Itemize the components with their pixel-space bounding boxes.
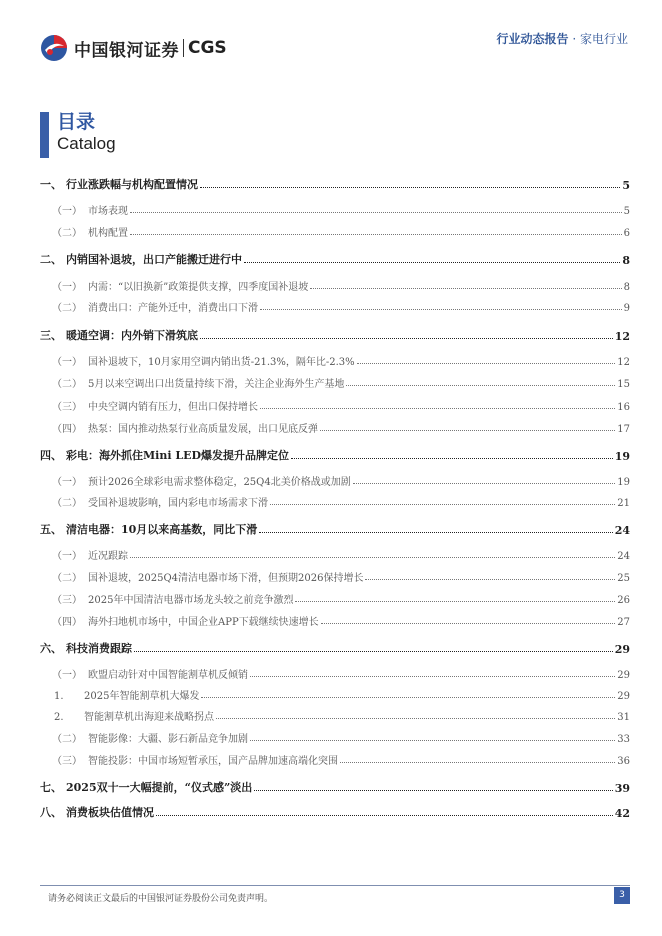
toc-entry-page: 25 — [617, 573, 630, 584]
toc-entry[interactable] — [40, 747, 630, 767]
toc-entry-title: 智能影像：大疆、影石新品竞争加剧 — [88, 734, 248, 745]
toc-entry-number: 1. — [54, 691, 64, 702]
toc-entry-page: 26 — [617, 595, 630, 606]
toc-entry-title: 2025年中国清洁电器市场龙头较之前竞争激烈 — [88, 595, 294, 606]
toc-entry[interactable] — [40, 608, 630, 628]
toc-entry-title: 市场表现 — [88, 206, 128, 217]
toc-entry-title: 欧盟启动针对中国智能割草机反倾销 — [88, 670, 248, 681]
page-header — [0, 0, 662, 75]
toc-entry-number: （一） — [52, 206, 82, 217]
toc-entry-number: （二） — [52, 573, 82, 584]
toc-leader-dots — [291, 457, 613, 459]
toc-entry-title: 2025双十一大幅提前，“仪式感”淡出 — [66, 781, 253, 794]
toc-entry-page: 31 — [617, 712, 630, 723]
toc-entry-page: 36 — [617, 756, 630, 767]
toc-entry-title: 受国补退坡影响，国内彩电市场需求下滑 — [88, 498, 268, 509]
toc-entry-number: 四、 — [40, 449, 62, 462]
toc-entry-page: 15 — [617, 379, 630, 390]
toc-entry-title: 清洁电器：10月以来高基数，同比下滑 — [66, 523, 258, 536]
toc-entry-title: 科技消费跟踪 — [66, 642, 132, 655]
company-logo — [40, 34, 227, 62]
toc-entry[interactable] — [40, 564, 630, 584]
toc-entry-number: （一） — [52, 282, 82, 293]
toc-entry-page: 8 — [622, 254, 630, 267]
catalog-accent-bar — [40, 112, 49, 158]
toc-entry[interactable] — [40, 370, 630, 390]
toc-leader-dots — [259, 531, 612, 533]
toc-leader-dots — [254, 789, 612, 791]
toc-leader-dots — [260, 407, 615, 409]
toc-entry[interactable] — [40, 725, 630, 745]
toc-entry-title: 预计2026全球彩电需求整体稳定，25Q4北美价格战或加剧 — [88, 477, 351, 488]
page-number: 3 — [614, 887, 630, 904]
cgs-logo-icon — [40, 34, 68, 62]
toc-entry-number: 三、 — [40, 329, 62, 342]
toc-entry[interactable] — [40, 468, 630, 488]
toc-entry-title: 彩电：海外抓住Mini LED爆发提升品牌定位 — [66, 449, 290, 462]
toc-leader-dots — [200, 186, 620, 188]
toc-entry-number: （二） — [52, 734, 82, 745]
footer-disclaimer: 请务必阅读正文最后的中国银河证券股份公司免责声明。 — [48, 894, 274, 904]
toc-entry-page: 21 — [617, 498, 630, 509]
toc-entry-number: （一） — [52, 670, 82, 681]
catalog-title-cn: 目录 — [57, 111, 96, 133]
toc-entry-title: 机构配置 — [88, 228, 128, 239]
toc-leader-dots — [340, 761, 615, 763]
toc-entry-page: 24 — [617, 551, 630, 562]
toc-leader-dots — [310, 287, 621, 289]
toc-entry[interactable] — [40, 636, 630, 656]
toc-leader-dots — [357, 362, 616, 364]
toc-leader-dots — [260, 308, 622, 310]
toc-entry-number: （一） — [52, 477, 82, 488]
toc-entry-title: 2025年智能割草机大爆发 — [84, 691, 200, 702]
toc-entry-page: 39 — [614, 782, 630, 795]
footer-divider — [40, 885, 630, 886]
toc-entry-page: 29 — [617, 691, 630, 702]
toc-leader-dots — [200, 337, 613, 339]
toc-entry-page: 27 — [617, 617, 630, 628]
toc-entry[interactable] — [40, 661, 630, 681]
toc-entry-page: 29 — [614, 643, 630, 656]
toc-entry-title: 国补退坡，2025Q4清洁电器市场下滑，但预期2026保持增长 — [88, 573, 364, 584]
logo-divider — [183, 39, 184, 57]
toc-entry-title: 内需：“以旧换新”政策提供支撑，四季度国补退坡 — [88, 282, 309, 293]
toc-entry[interactable] — [40, 219, 630, 239]
toc-entry-page: 9 — [623, 303, 630, 314]
toc-entry-number: 二、 — [40, 253, 62, 266]
toc-leader-dots — [156, 814, 613, 816]
toc-leader-dots — [295, 600, 615, 602]
toc-entry-title: 热泵：国内推动热泵行业高质量发展，出口见底反弹 — [88, 424, 318, 435]
toc-leader-dots — [250, 739, 615, 741]
toc-entry[interactable] — [40, 247, 630, 267]
toc-entry-number: （四） — [52, 617, 82, 628]
toc-entry-title: 消费板块估值情况 — [66, 806, 154, 819]
toc-entry-title: 内销国补退坡，出口产能搬迁进行中 — [66, 253, 242, 266]
toc-entry-page: 5 — [622, 179, 630, 192]
toc-entry[interactable] — [40, 348, 630, 368]
toc-entry[interactable] — [40, 682, 630, 702]
toc-leader-dots — [201, 696, 615, 698]
toc-entry-title: 行业涨跌幅与机构配置情况 — [66, 178, 198, 191]
toc-entry-number: 2. — [54, 712, 64, 723]
toc-entry[interactable] — [40, 542, 630, 562]
toc-leader-dots — [321, 622, 616, 624]
toc-leader-dots — [130, 233, 622, 235]
toc-entry-title: 海外扫地机市场中，中国企业APP下载继续快速增长 — [88, 617, 319, 628]
report-sep: · — [572, 32, 577, 46]
toc-entry-page: 12 — [614, 330, 630, 343]
toc-entry-number: 六、 — [40, 642, 62, 655]
toc-entry-number: （二） — [52, 303, 82, 314]
toc-entry-number: （三） — [52, 402, 82, 413]
toc-entry-title: 中央空调内销有压力，但出口保持增长 — [88, 402, 258, 413]
toc-entry[interactable] — [40, 273, 630, 293]
toc-entry-number: （三） — [52, 756, 82, 767]
toc-entry[interactable] — [40, 443, 630, 463]
toc-entry-number: （一） — [52, 551, 82, 562]
toc-leader-dots — [353, 482, 616, 484]
toc-entry-number: 五、 — [40, 523, 62, 536]
toc-entry-page: 19 — [614, 450, 630, 463]
toc-entry-number: （二） — [52, 498, 82, 509]
toc-entry-number: （二） — [52, 379, 82, 390]
toc-entry-title: 消费出口：产能外迁中，消费出口下滑 — [88, 303, 258, 314]
toc-entry[interactable] — [40, 775, 630, 795]
toc-entry-title: 智能投影：中国市场短暂承压，国产品牌加速高端化突围 — [88, 756, 338, 767]
toc-entry-page: 5 — [623, 206, 630, 217]
toc-entry[interactable] — [40, 323, 630, 343]
toc-entry[interactable] — [40, 197, 630, 217]
toc-entry-page: 42 — [614, 807, 630, 820]
toc-entry-number: （三） — [52, 595, 82, 606]
toc-entry[interactable] — [40, 294, 630, 314]
toc-entry[interactable] — [40, 172, 630, 192]
toc-entry[interactable] — [40, 800, 630, 820]
toc-entry-number: （一） — [52, 357, 82, 368]
toc-entry[interactable] — [40, 393, 630, 413]
toc-leader-dots — [346, 384, 615, 386]
toc-leader-dots — [250, 675, 615, 677]
toc-entry-page: 16 — [617, 402, 630, 413]
industry-label: 家电行业 — [579, 32, 628, 46]
toc-leader-dots — [365, 578, 615, 580]
toc-entry-number: 一、 — [40, 178, 62, 191]
toc-leader-dots — [244, 261, 620, 263]
toc-entry-page: 24 — [614, 524, 630, 537]
toc-entry-number: （二） — [52, 228, 82, 239]
toc-entry-page: 29 — [617, 670, 630, 681]
toc-entry-number: （四） — [52, 424, 82, 435]
toc-leader-dots — [130, 556, 615, 558]
logo-cn-text: 中国银河证券 — [74, 40, 179, 61]
logo-en-text: CGS — [188, 38, 227, 58]
toc-leader-dots — [270, 503, 615, 505]
toc-leader-dots — [130, 211, 622, 213]
toc-entry-page: 12 — [617, 357, 630, 368]
toc-entry-title: 近况跟踪 — [88, 551, 128, 562]
toc-entry[interactable] — [40, 415, 630, 435]
catalog-title-en: Catalog — [57, 134, 116, 153]
toc-entry[interactable] — [40, 517, 630, 537]
toc-entry-title: 5月以来空调出口出货量持续下滑，关注企业海外生产基地 — [88, 379, 345, 390]
report-category — [496, 30, 628, 47]
toc-entry-title: 智能割草机出海迎来战略拐点 — [84, 712, 214, 723]
toc-entry[interactable] — [40, 703, 630, 723]
toc-entry-page: 33 — [617, 734, 630, 745]
report-type-label: 行业动态报告 — [496, 32, 569, 46]
toc-entry-page: 17 — [617, 424, 630, 435]
toc-entry-number: 八、 — [40, 806, 62, 819]
toc-leader-dots — [320, 429, 615, 431]
toc-entry[interactable] — [40, 489, 630, 509]
toc-entry-number: 七、 — [40, 781, 62, 794]
toc-entry-title: 国补退坡下，10月家用空调内销出货-21.3%，隔年比-2.3% — [88, 357, 355, 368]
toc-entry-page: 8 — [623, 282, 630, 293]
toc-entry-page: 19 — [617, 477, 630, 488]
toc-leader-dots — [134, 650, 613, 652]
toc-entry[interactable] — [40, 586, 630, 606]
toc-leader-dots — [216, 717, 615, 719]
toc-entry-title: 暖通空调：内外销下滑筑底 — [66, 329, 198, 342]
toc-entry-page: 6 — [623, 228, 630, 239]
